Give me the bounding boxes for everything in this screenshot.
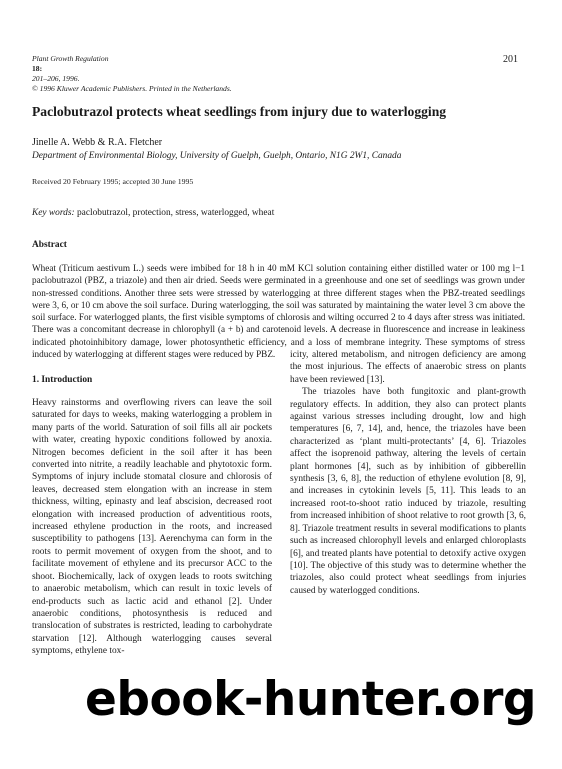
received-dates: Received 20 February 1995; accepted 30 June 1995	[32, 177, 194, 186]
copyright-line: © 1996 Kluwer Academic Publishers. Printed in the Netherlands.	[32, 84, 232, 93]
intro-paragraph-2: The triazoles have both fungitoxic and plant-growth regulatory effects. In addition, they also can protect plants against various stresses including drought, low and high temperatures [6, 7, 14], and, hence, the triazoles have been characterized as ‘plant multi-protectants’ [4, 6]. Triazoles affect the isoprenoid pathway, altering the levels of certain plant hormones [4], such as by inhibition of gibberellin synthesis [3, 6, 8], the reduction of ethylene evolution [8, 9], and increases in cytokinin levels [5, 11]. This leads to an increased root-to-shoot ratio induced by triazole, resulting from increased inhibition of shoot relative to root growth [3, 6, 8]. Triazole treatment results in several modifications to plants such as increased chlorophyll levels and enlarged chloroplasts [6], and treated plants have potential to detoxify active oxygen [10]. The objective of this study was to determine whether the triazoles, also could protect wheat seedlings from injuries caused by waterlogged conditions.	[290, 387, 526, 596]
journal-pages: 201–206, 1996.	[32, 74, 80, 83]
keywords-label: Key words:	[32, 208, 75, 218]
abstract-text: Wheat (Triticum aestivum L.) seeds were imbibed for 18 h in 40 mM KCl solution containing either distilled water or 100 mg l−1 paclobutrazol (PBZ, a triazole) and then air dried. Seeds were germinated in a greenhouse and one set of seedlings was grown under non-stressed conditions. Another three sets were stressed by waterlogging at three different stages when the PBZ-treated seedlings were 3, 6, or 10 cm above the soil surface. During waterlogging, the soil was saturated by maintaining the water level 3 cm above the soil surface. For waterlogged plants, the first visible symptoms of chlorosis and wilting occurred 2 to 4 days after stress was initiated. There was a concomitant decrease in chlorophyll (a + b) and carotenoid levels. A decrease in fluorescence and increase in leakiness indicated photoinhibitory damage, lower photosynthetic efficiency, and a loss of membrane integrity. These symptoms of stress induced by waterlogging at different stages were reduced by PBZ.	[32, 263, 525, 360]
keywords-list: paclobutrazol, protection, stress, waterlogged, wheat	[74, 208, 275, 218]
watermark: ebook-hunter.org	[85, 672, 537, 727]
article-title: Paclobutrazol protects wheat seedlings from injury due to waterlogging	[32, 104, 447, 119]
journal-volume: 18:	[32, 64, 43, 73]
keywords-line	[32, 208, 274, 218]
abstract-heading: Abstract	[32, 240, 67, 250]
journal-citation	[32, 54, 232, 94]
page-number: 201	[503, 54, 518, 65]
abstract-body	[32, 262, 525, 360]
right-column	[290, 349, 526, 597]
journal-name: Plant Growth Regulation	[32, 54, 109, 63]
article-authors: Jinelle A. Webb & R.A. Fletcher	[32, 137, 163, 148]
intro-paragraph-1-continued: icity, altered metabolism, and nitrogen deficiency are among the most injurious. The effects of anaerobic stress on plants have been reviewed [13].	[290, 350, 526, 385]
left-column	[32, 397, 272, 658]
intro-paragraph-1: Heavy rainstorms and overflowing rivers can leave the soil saturated for days to weeks, making waterlogging a problem in many parts of the world. Saturation of soil fills all air pockets with water, creating hypoxic conditions followed by anoxia. Nitrogen becomes deficient in the soil after it has been converted into nitrite, a readily leachable and phytotoxic form. Symptoms of injury include stomatal closure and chlorosis of leaves, decreased stem elongation with an increase in stem thickness, wilting, epinasty and leaf abscision, decreased root elongation with increased production of adventitious roots, increased ethylene production in the roots, and increased susceptibility to pathogens [13]. Aerenchyma can form in the roots to permit movement of oxygen from the shoot, and to facilitate movement of ethylene and its precursor ACC to the shoot. Biochemically, lack of oxygen leads to roots switching to anaerobic metabolism, which can result in toxic levels of end-products such as lactic acid and ethanol [2]. Under anaerobic conditions, photosynthesis is reduced and translocation of substrates is restricted, leading to carbohydrate starvation [12]. Although waterlogging causes several symptoms, ethylene tox-	[32, 398, 272, 657]
introduction-heading: 1. Introduction	[32, 375, 93, 385]
article-affiliation: Department of Environmental Biology, University of Guelph, Guelph, Ontario, N1G 2W1, Canada	[32, 151, 402, 161]
